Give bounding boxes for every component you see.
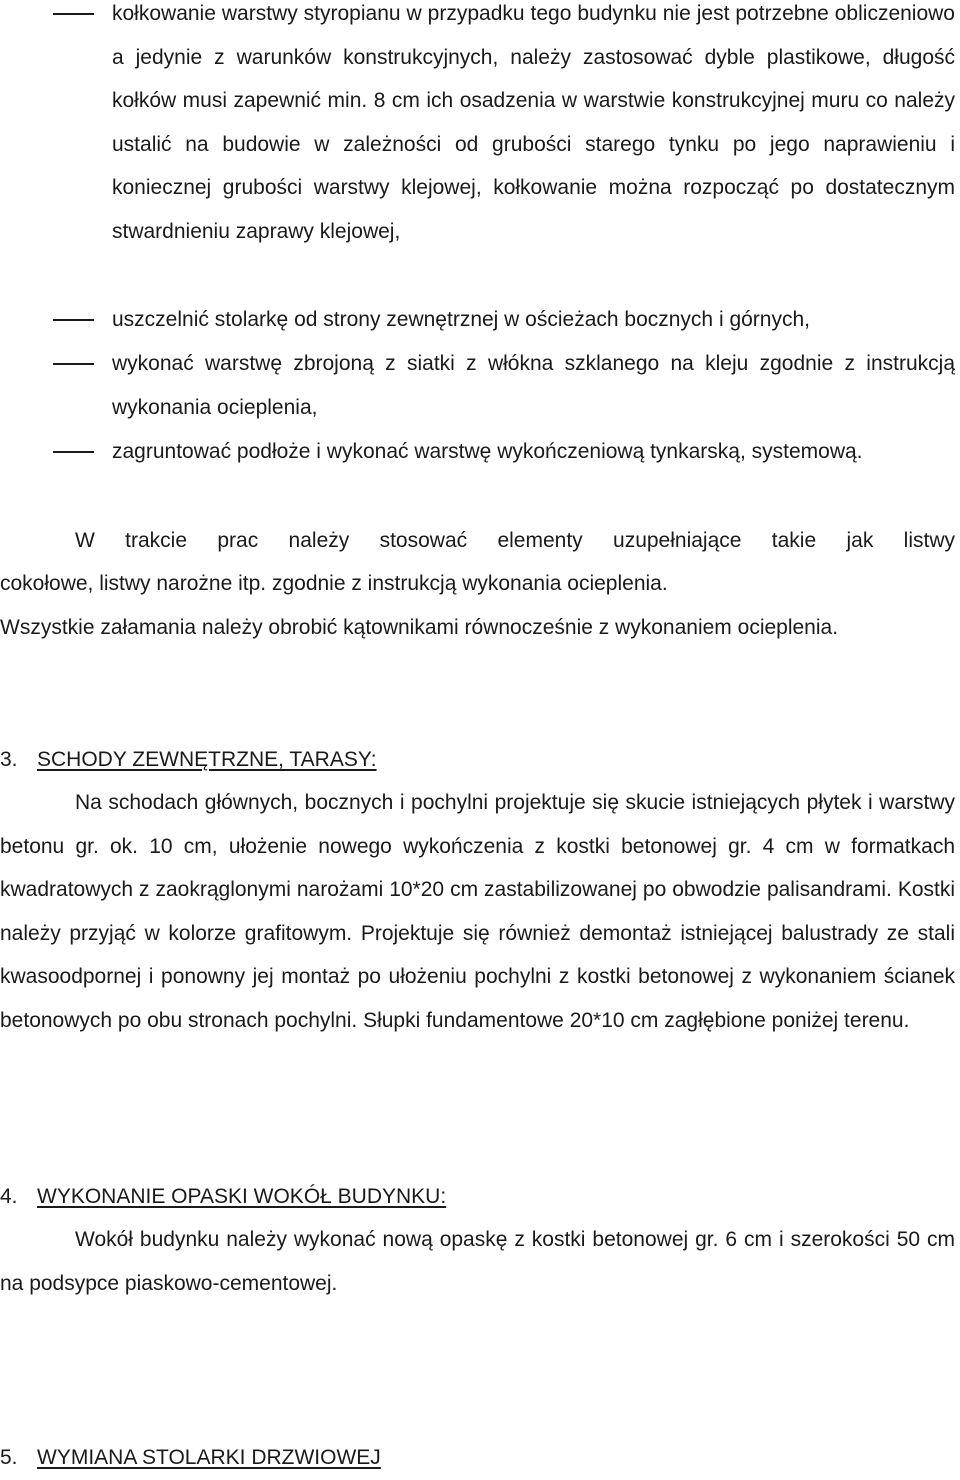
section-title: WYKONANIE OPASKI WOKÓŁ BUDYNKU: (37, 1185, 447, 1208)
bullet-item (112, 430, 955, 474)
section-title: SCHODY ZEWNĘTRZNE, TARASY: (37, 748, 377, 771)
bullet-item (112, 0, 955, 254)
bullet-text: kołkowanie warstwy styropianu w przypadku tego budynku nie jest potrzebne obliczeniowo a jedynie z warunków konstrukcyjnych, należy zastosować dyble plastikowe, długość kołków musi zapewnić min. 8 cm ich osadzenia w warstwie konstrukcyjnej muru co należy ustalić na budowie w zależności od grubości starego tynku po jego naprawieniu i koniecznej grubości warstwy klejowej, kołkowanie można rozpocząć po dostatecznym stwardnieniu zaprawy klejowej, (112, 2, 955, 243)
section-title: WYMIANA STOLARKI DRZWIOWEJ (37, 1446, 381, 1469)
bullet-text: uszczelnić stolarkę od strony zewnętrznej w ościeżach bocznych i górnych, (112, 308, 810, 331)
bullet-text: wykonać warstwę zbrojoną z siatki z włókna szklanego na kleju zgodnie z instrukcją wykonania ocieplenia, (112, 352, 955, 419)
section-body: Wokół budynku należy wykonać nową opaskę z kostki betonowej gr. 6 cm i szerokości 50 cm na podsypce piaskowo-cementowej. (0, 1228, 955, 1295)
dash-bullet-icon (0, 342, 112, 386)
paragraph: Wszystkie załamania należy obrobić kątownikami równocześnie z wykonaniem ocieplenia. (0, 616, 839, 639)
section-number: 5. (0, 1446, 18, 1469)
dash-bullet-icon (0, 0, 112, 36)
section-heading (0, 1436, 960, 1480)
paragraph-line: cokołowe, listwy narożne itp. zgodnie z instrukcją wykonania ocieplenia. (0, 572, 668, 595)
section-body: Na schodach głównych, bocznych i pochylni projektuje się skucie istniejących płytek i warstwy betonu gr. ok. 10 cm, ułożenie nowego wykończenia z kostki betonowej gr. 4 cm w formatkach kwadratowych z zaokrąglonymi narożami 10*20 cm zastabilizowanej po obwodzie palisandrami. Kostki należy przyjąć w kolorze grafitowym. Projektuje się również demontaż istniejącej balustrady ze stali kwasoodpornej i ponowny jej montaż po ułożeniu pochylni z kostki betonowej z wykonaniem ścianek betonowych po obu stronach pochylni. Słupki fundamentowe 20*10 cm zagłębione poniżej terenu. (0, 791, 955, 1032)
section-number: 4. (0, 1185, 18, 1208)
bullet-item (112, 298, 955, 342)
paragraph-line: W trakcie prac należy stosować elementy uzupełniające takie jak listwy (75, 529, 955, 552)
bullet-text: zagruntować podłoże i wykonać warstwę wykończeniową tynkarską, systemową. (112, 440, 863, 463)
bullet-item (112, 342, 955, 429)
section-heading (0, 1175, 960, 1219)
section-heading (0, 738, 960, 782)
section-number: 3. (0, 748, 18, 771)
dash-bullet-icon (0, 430, 112, 474)
dash-bullet-icon (0, 298, 112, 342)
